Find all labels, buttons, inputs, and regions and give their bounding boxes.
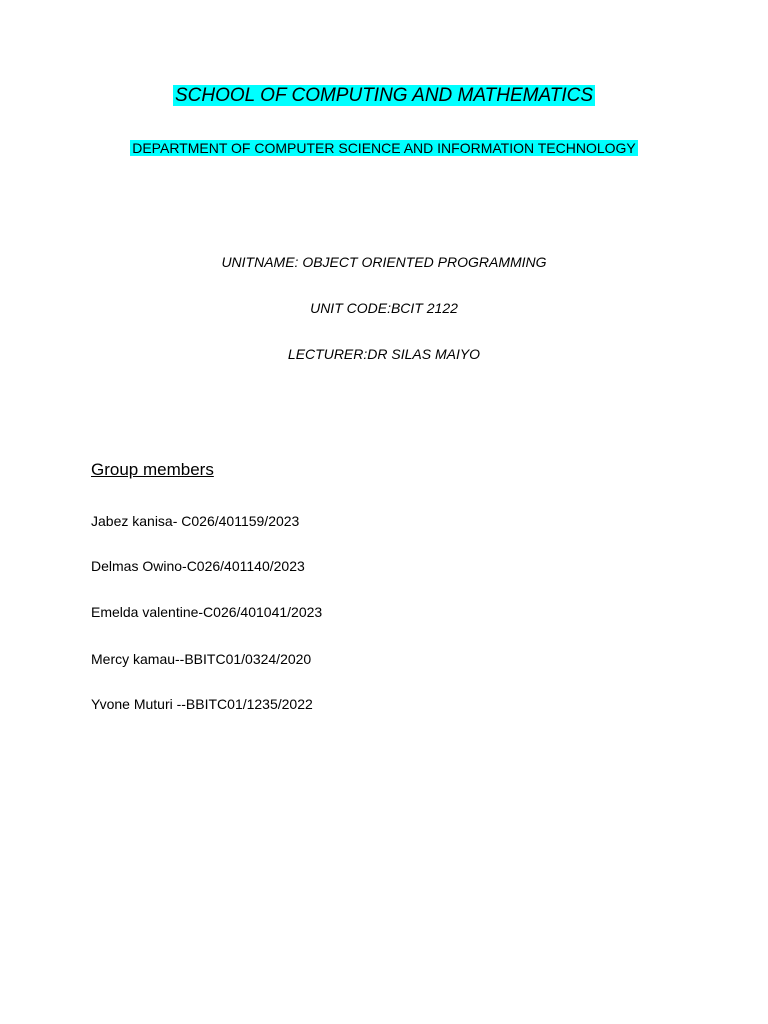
department-title-line [0, 139, 768, 158]
unit-name: UNITNAME: OBJECT ORIENTED PROGRAMMING [221, 254, 547, 270]
group-members-heading: Group members [91, 460, 214, 479]
lecturer: LECTURER:DR SILAS MAIYO [287, 346, 481, 362]
department-title: DEPARTMENT OF COMPUTER SCIENCE AND INFORMATION TECHNOLOGY [132, 140, 636, 156]
unit-code: UNIT CODE:BCIT 2122 [310, 300, 458, 316]
group-member: Delmas Owino-C026/401140/2023 [91, 558, 305, 574]
group-member: Emelda valentine-C026/401041/2023 [91, 604, 323, 620]
school-title-line [0, 84, 768, 108]
group-member: Mercy kamau--BBITC01/0324/2020 [91, 651, 312, 667]
group-member: Yvone Muturi --BBITC01/1235/2022 [91, 696, 313, 712]
group-member: Jabez kanisa- C026/401159/2023 [91, 513, 300, 529]
school-title: SCHOOL OF COMPUTING AND MATHEMATICS [174, 85, 594, 106]
